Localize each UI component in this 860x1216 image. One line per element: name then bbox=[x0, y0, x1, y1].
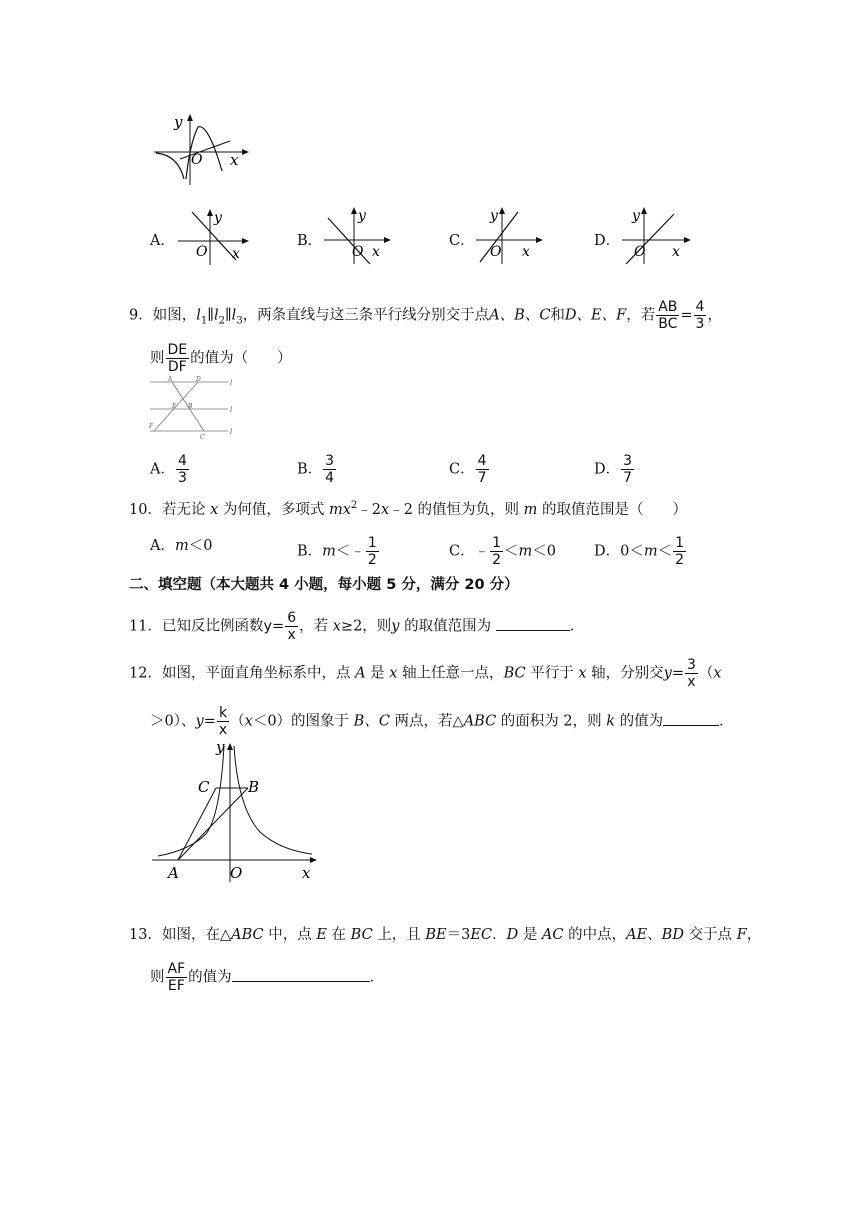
q10-opt-c-pre: ﹣ bbox=[474, 543, 490, 560]
q12-fig-o: O bbox=[230, 864, 243, 882]
q10-opt-d-m: m bbox=[643, 543, 658, 560]
q9-par2: ∥ bbox=[224, 307, 232, 324]
q9-option-d bbox=[594, 454, 635, 485]
q9-fig-l1: l bbox=[230, 379, 233, 387]
q12-abc: ABC bbox=[463, 713, 497, 730]
q11-text2: ，若 bbox=[299, 618, 329, 635]
q12-num1: 3 bbox=[686, 657, 696, 673]
q13-text3: 在 bbox=[331, 927, 347, 943]
q8-d-o: O bbox=[634, 244, 646, 260]
q9-text4: ，若 bbox=[626, 307, 656, 324]
q9-val-num: 4 bbox=[695, 299, 705, 315]
q10-poly-end: ﹣2 bbox=[389, 501, 413, 518]
q8-a-x: x bbox=[232, 246, 240, 262]
q9-opt-c-label: C． bbox=[449, 461, 475, 478]
q10-text2: 为何值，多项式 bbox=[222, 501, 325, 518]
q11-text1: 已知反比例函数 bbox=[161, 618, 264, 635]
q11-number: 11． bbox=[129, 618, 162, 635]
q9-fig-c: C bbox=[200, 434, 205, 440]
q13-bc: BC bbox=[350, 927, 373, 943]
q12-k: k bbox=[606, 713, 616, 730]
q12-fig-c: C bbox=[198, 778, 210, 796]
q10-opt-b-frac bbox=[366, 536, 379, 567]
q10-opt-c-rest: ＜0 bbox=[532, 543, 557, 560]
q9-opt-a-den: 3 bbox=[177, 470, 187, 486]
q9-opt-b-frac bbox=[323, 454, 336, 485]
q9-sub1: 1 bbox=[200, 315, 208, 327]
q10-opt-c-mid: ＜ bbox=[504, 543, 519, 560]
q10-opt-b-rest: ＜﹣ bbox=[335, 543, 365, 560]
q12-text11: 的面积为 2，则 bbox=[500, 713, 602, 730]
q9-option-c bbox=[449, 454, 490, 485]
q11-end: ． bbox=[569, 618, 585, 635]
q12-line2 bbox=[150, 706, 734, 737]
q10-opt-c-m: m bbox=[518, 543, 533, 560]
q12-x3: x bbox=[713, 665, 722, 682]
q13-text7: 是 bbox=[522, 927, 538, 943]
q11-den: x bbox=[287, 627, 296, 643]
q9-fig-l3: l bbox=[230, 428, 233, 436]
q10-option-a bbox=[150, 536, 212, 556]
q9-text3: 和 bbox=[550, 307, 565, 324]
q10-opt-b-label: B． bbox=[297, 543, 323, 560]
q10-opt-c-label: C． bbox=[449, 543, 475, 560]
q9-text6: 则 bbox=[150, 350, 165, 367]
q12-bc2: B、C bbox=[353, 713, 390, 730]
q10-option-c bbox=[449, 536, 556, 567]
q8-main-graph bbox=[150, 113, 250, 185]
q9-frac-den: BC bbox=[658, 316, 678, 332]
q11-line bbox=[129, 611, 584, 642]
q8-option-a-label: A． bbox=[150, 233, 175, 249]
q9-eq: = bbox=[680, 307, 693, 324]
q10-opt-b-m: m bbox=[322, 543, 336, 560]
q12-fig-a: A bbox=[168, 864, 179, 882]
q9-q-num: DE bbox=[167, 342, 188, 358]
q13-text13: 的值为 bbox=[188, 969, 232, 986]
q9-sub2: 2 bbox=[218, 315, 225, 327]
q12-text4: 平行于 bbox=[530, 665, 574, 682]
q9-fig-f: F bbox=[149, 423, 154, 430]
q8-d-y: y bbox=[632, 208, 640, 224]
q9-line1 bbox=[129, 300, 722, 331]
q9-option-b bbox=[297, 454, 337, 485]
q9-ratio-value bbox=[694, 300, 707, 331]
q11-y2: y bbox=[391, 618, 400, 635]
q13-text4: 上，且 bbox=[377, 927, 421, 943]
q10-opt-b-den: 2 bbox=[367, 552, 377, 568]
q10-opt-a-rest: ＜0 bbox=[188, 538, 213, 554]
q12-den1: x bbox=[687, 674, 696, 690]
q12-text2: 是 bbox=[370, 665, 385, 682]
q9-q-den: DF bbox=[167, 359, 187, 375]
q8-c-y: y bbox=[490, 208, 498, 224]
q11-y: y bbox=[263, 618, 273, 635]
q10-poly-mx: mx bbox=[328, 501, 351, 518]
q8-option-c-label: C． bbox=[449, 233, 475, 249]
q13-ae: AE bbox=[626, 927, 648, 943]
q8-d-x: x bbox=[672, 244, 680, 260]
q13-be: BE bbox=[425, 927, 447, 943]
q10-sup: 2 bbox=[350, 500, 358, 511]
q9-points2: D、E、F bbox=[564, 307, 627, 324]
q9-par1: ∥ bbox=[207, 307, 214, 324]
q12-text12: 的值为 bbox=[619, 713, 664, 730]
q8-a-o: O bbox=[196, 244, 208, 260]
q8-main-x-label: x bbox=[230, 151, 239, 169]
q11-eq: = bbox=[272, 618, 285, 635]
q9-number: 9． bbox=[129, 307, 153, 324]
q12-text9: ＜0）的图象于 bbox=[252, 713, 350, 730]
q13-frac bbox=[166, 962, 188, 993]
q13-text9: 、 bbox=[647, 927, 662, 943]
q12-text6: （ bbox=[698, 665, 714, 682]
q13-text2: 中，点 bbox=[268, 927, 312, 943]
q13-text5: ＝3 bbox=[446, 927, 471, 943]
q9-fig-d: D bbox=[196, 376, 201, 383]
q11-text4: 的取值范围为 bbox=[404, 618, 492, 635]
q12-fig-x: x bbox=[302, 864, 311, 882]
q11-answer-blank[interactable] bbox=[496, 616, 570, 631]
q10-x: x bbox=[210, 501, 219, 518]
q12-den2: x bbox=[218, 722, 228, 738]
q10-option-b bbox=[297, 536, 380, 567]
q13-number: 13． bbox=[129, 927, 162, 943]
q13-num: AF bbox=[167, 961, 186, 977]
q10-option-d bbox=[594, 536, 687, 567]
q11-x: x bbox=[332, 618, 341, 635]
q9-fig-b: B bbox=[188, 403, 193, 410]
q9-ratio-de-df bbox=[166, 343, 190, 374]
q11-text3: ≥2，则 bbox=[340, 618, 392, 635]
q12-fig-y: y bbox=[216, 738, 225, 756]
q13-text12: 则 bbox=[150, 969, 165, 986]
q8-option-b-label: B． bbox=[297, 233, 323, 249]
q9-fig-e: E bbox=[172, 403, 177, 410]
q13-d: D bbox=[506, 927, 519, 943]
q9-opt-a-frac bbox=[176, 454, 189, 485]
q12-end: ． bbox=[719, 713, 734, 730]
q8-b-o: O bbox=[352, 244, 364, 260]
q13-text6: ． bbox=[492, 927, 507, 943]
q10-opt-a-m: m bbox=[174, 538, 189, 554]
q13-den: EF bbox=[167, 978, 185, 994]
q13-text1: 如图，在△ bbox=[161, 927, 232, 943]
q9-sub3: 3 bbox=[236, 315, 243, 327]
q9-fig-a: A bbox=[168, 376, 173, 383]
q9-opt-b-num: 3 bbox=[325, 453, 335, 469]
q13-ac: AC bbox=[541, 927, 564, 943]
q10-opt-d-num: 1 bbox=[675, 535, 685, 551]
q10-opt-d-den: 2 bbox=[675, 552, 685, 568]
section-2-heading: 二、填空题（本大题共 4 小题，每小题 5 分，满分 20 分） bbox=[129, 577, 519, 593]
q10-opt-c-frac bbox=[490, 536, 503, 567]
q12-text1: 如图，平面直角坐标系中，点 bbox=[161, 665, 351, 682]
q10-text4: 的取值范围是（ ） bbox=[542, 501, 688, 518]
q9-opt-d-den: 7 bbox=[623, 470, 633, 486]
q9-opt-b-label: B． bbox=[297, 461, 323, 478]
q9-line2 bbox=[150, 343, 292, 374]
q10-opt-d-pre: 0＜ bbox=[620, 543, 644, 560]
q10-opt-d-label: D． bbox=[594, 543, 621, 560]
q9-figure bbox=[148, 374, 236, 440]
q9-opt-c-frac bbox=[476, 454, 489, 485]
q12-fig-b: B bbox=[248, 778, 260, 796]
q13-text11: ， bbox=[746, 927, 762, 943]
q13-answer-blank[interactable] bbox=[232, 967, 370, 982]
q12-text3: 轴上任意一点， bbox=[402, 665, 504, 682]
q9-frac-num: AB bbox=[658, 299, 678, 315]
q10-opt-a-label: A． bbox=[150, 538, 175, 554]
q8-b-y: y bbox=[358, 208, 366, 224]
q8-c-o: O bbox=[490, 244, 502, 260]
q9-text7: 的值为（ ） bbox=[190, 350, 292, 367]
q12-x2: x bbox=[578, 665, 587, 682]
q9-l2: l bbox=[213, 307, 219, 324]
q8-option-b-graph bbox=[322, 206, 392, 266]
q9-l3: l bbox=[231, 307, 237, 324]
q8-option-a-graph bbox=[176, 208, 250, 266]
q12-text7: ＞0）、 bbox=[150, 713, 196, 730]
q8-b-x: x bbox=[372, 244, 380, 260]
q13-ec: EC bbox=[470, 927, 493, 943]
q13-end: ． bbox=[369, 969, 385, 986]
q12-y2: y bbox=[195, 713, 204, 730]
q10-text3: 的值恒为负，则 bbox=[417, 501, 520, 518]
q10-poly-x: x bbox=[381, 501, 390, 518]
q8-main-origin: O bbox=[191, 152, 203, 168]
q9-opt-a-label: A． bbox=[150, 461, 175, 478]
q8-option-d-graph bbox=[618, 206, 692, 266]
q9-option-a bbox=[150, 454, 190, 485]
q12-num2: k bbox=[218, 705, 228, 721]
q13-bd: BD bbox=[661, 927, 684, 943]
q12-eq: = bbox=[671, 665, 684, 682]
q13-abc: ABC bbox=[231, 927, 264, 943]
q9-opt-a-num: 4 bbox=[177, 453, 187, 469]
q12-a: A bbox=[355, 665, 366, 682]
q9-opt-d-num: 3 bbox=[623, 453, 633, 469]
q11-frac bbox=[285, 611, 298, 642]
q8-option-c-graph bbox=[472, 206, 544, 266]
q9-opt-c-den: 7 bbox=[477, 470, 487, 486]
q12-text8: （ bbox=[230, 713, 245, 730]
q9-opt-b-den: 4 bbox=[325, 470, 335, 486]
q12-x: x bbox=[389, 665, 398, 682]
q12-y: y bbox=[663, 665, 672, 682]
q13-line2 bbox=[150, 962, 384, 993]
q12-figure bbox=[150, 738, 320, 882]
q11-num: 6 bbox=[287, 610, 297, 626]
q10-opt-c-num: 1 bbox=[492, 535, 502, 551]
q12-bc: BC bbox=[503, 665, 526, 682]
q12-answer-blank[interactable] bbox=[663, 711, 719, 726]
q12-text10: 两点，若△ bbox=[394, 713, 464, 730]
q12-frac1 bbox=[685, 658, 698, 689]
q12-eq2: = bbox=[203, 713, 216, 730]
q10-opt-d-frac bbox=[673, 536, 686, 567]
q13-f: F bbox=[736, 927, 747, 943]
q10-line1 bbox=[129, 496, 687, 520]
q9-opt-d-frac bbox=[621, 454, 634, 485]
q9-ratio-ab-bc bbox=[656, 300, 679, 331]
q9-val-den: 3 bbox=[695, 316, 705, 332]
q13-text8: 的中点， bbox=[568, 927, 627, 943]
q10-opt-b-num: 1 bbox=[367, 535, 377, 551]
q9-fig-l2: l bbox=[230, 406, 233, 414]
q12-line1 bbox=[129, 658, 722, 689]
q8-c-x: x bbox=[522, 244, 530, 260]
q10-opt-d-mid: ＜ bbox=[657, 543, 673, 560]
q9-opt-d-label: D． bbox=[594, 461, 621, 478]
q8-main-y-label: y bbox=[174, 113, 183, 131]
q10-number: 10． bbox=[129, 501, 162, 518]
q13-e: E bbox=[316, 927, 327, 943]
q10-poly-rest: ﹣2 bbox=[357, 501, 382, 518]
q10-opt-c-den: 2 bbox=[492, 552, 502, 568]
q8-a-y: y bbox=[214, 210, 222, 226]
q9-l1: l bbox=[196, 307, 201, 324]
q9-opt-c-num: 4 bbox=[477, 453, 487, 469]
q12-number: 12． bbox=[129, 665, 162, 682]
q9-text1: 如图， bbox=[152, 307, 197, 324]
q13-line1 bbox=[129, 925, 761, 945]
q12-text5: 轴，分别交 bbox=[591, 665, 664, 682]
q9-text2: ，两条直线与这三条平行线分别交于点 bbox=[242, 307, 490, 324]
q13-text10: 交于点 bbox=[688, 927, 733, 943]
q12-x4: x bbox=[244, 713, 253, 730]
q10-m: m bbox=[523, 501, 538, 518]
q10-text1: 若无论 bbox=[161, 501, 206, 518]
q9-points1: A、B、C bbox=[489, 307, 551, 324]
q9-text5: ， bbox=[707, 307, 722, 324]
q8-option-d-label: D． bbox=[594, 233, 621, 249]
q12-frac2 bbox=[217, 706, 229, 737]
